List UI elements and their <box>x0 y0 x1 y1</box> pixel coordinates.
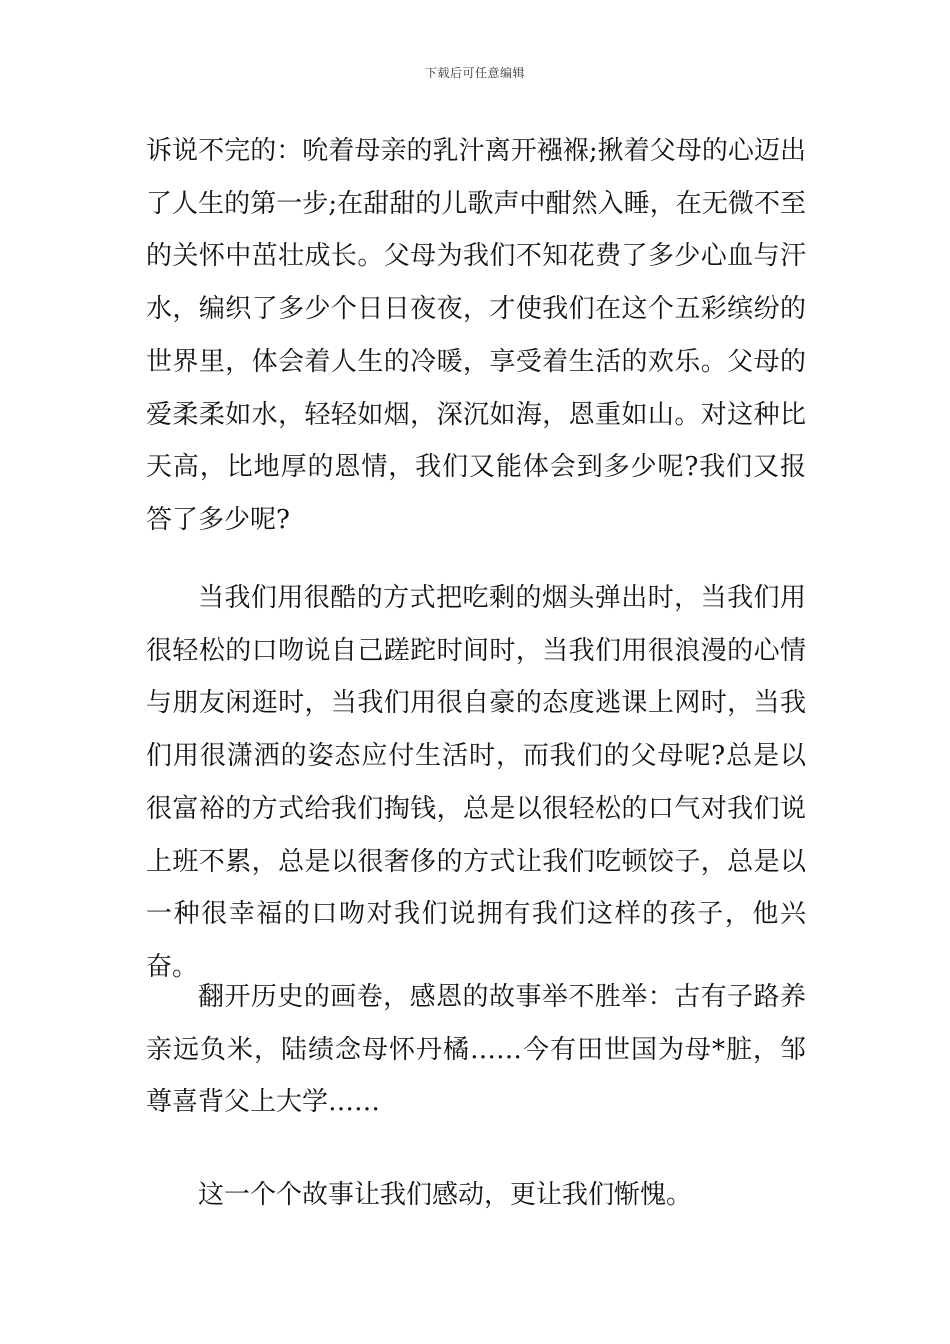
page-header-note: 下载后可任意编辑 <box>424 66 525 80</box>
paragraph-history-stories: 翻开历史的画卷，感恩的故事举不胜举：古有子路养亲远负米，陆绩念母怀丹橘……今有田世国为母*脏，邹尊喜背父上大学…… <box>146 982 806 1118</box>
paragraph-continuation: 诉说不完的：吮着母亲的乳汁离开襁褓;揪着父母的心迈出了人生的第一步;在甜甜的儿歌声中酣然入睡，在无微不至的关怀中茁壮成长。父母为我们不知花费了多少心血与汗水，编织了多少个日日夜夜，才使我们在这个五彩缤纷的世界里，体会着人生的冷暖，享受着生活的欢乐。父母的爱柔柔如水，轻轻如烟，深沉如海，恩重如山。对这种比天高，比地厚的恩情，我们又能体会到多少呢?我们又报答了多少呢? <box>146 136 806 535</box>
paragraph-conclusion: 这一个个故事让我们感动，更让我们惭愧。 <box>198 1180 693 1210</box>
paragraph-parents-contrast: 当我们用很酷的方式把吃剩的烟头弹出时，当我们用很轻松的口吻说自己蹉跎时间时，当我们用很浪漫的心情与朋友闲逛时，当我们用很自豪的态度逃课上网时，当我们用很潇洒的姿态应付生活时，而我们的父母呢?总是以很富裕的方式给我们掏钱，总是以很轻松的口气对我们说上班不累，总是以很奢侈的方式让我们吃顿饺子，总是以一种很幸福的口吻对我们说拥有我们这样的孩子，他兴奋。 <box>146 583 806 982</box>
